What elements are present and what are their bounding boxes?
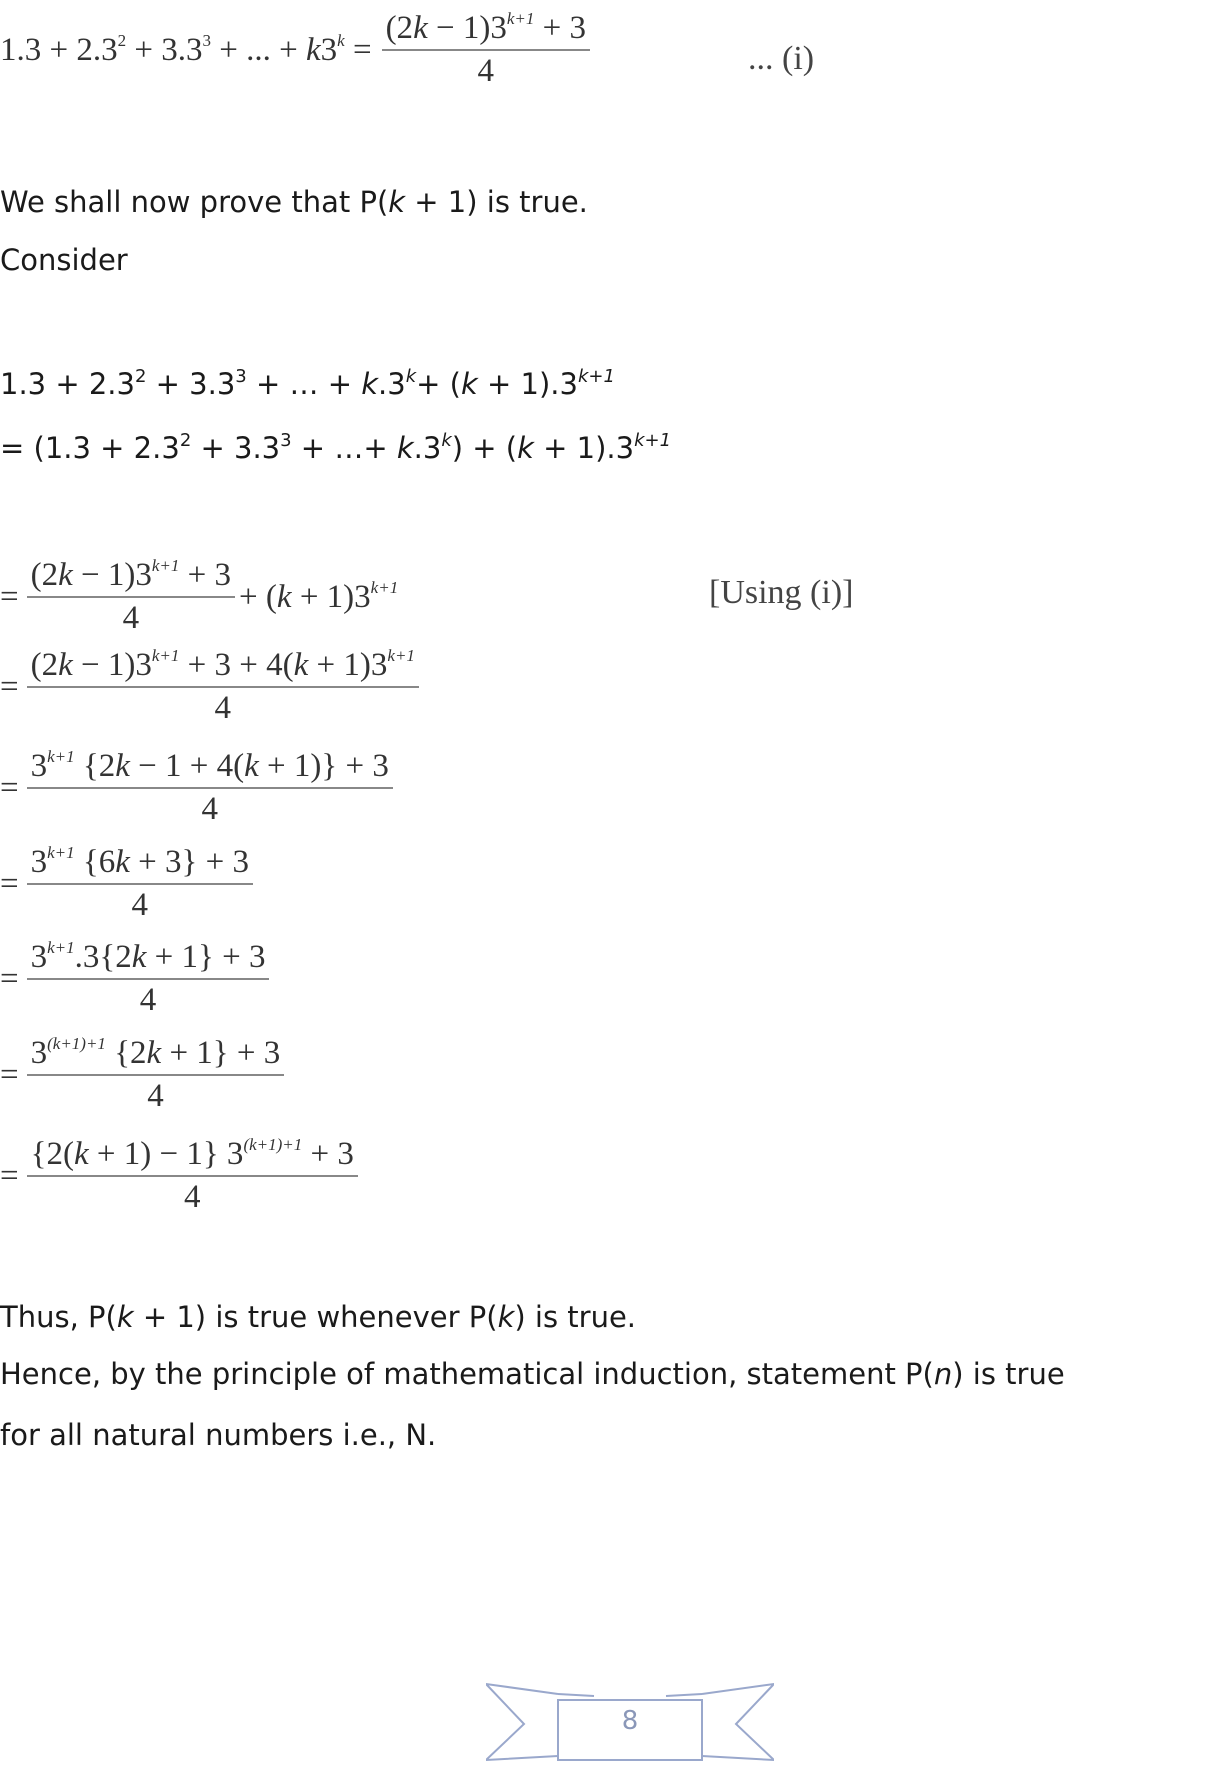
text-segment: 1.3 + 2.3 [0, 31, 118, 68]
equation-tag: ... (i) [748, 40, 815, 77]
text-segment: k [115, 748, 130, 784]
derivation-step [0, 844, 257, 924]
equals-sign: = [0, 1056, 19, 1093]
text-segment: (2 [30, 557, 59, 593]
text-segment: − 1 + 4( [129, 748, 245, 784]
text-segment: + 1} + 3 [161, 1035, 281, 1071]
denominator [478, 51, 495, 90]
text-segment: = [344, 31, 372, 68]
superscript: 2 [134, 366, 147, 387]
page-number-banner [486, 1682, 774, 1762]
text-segment: k [146, 1035, 162, 1071]
text-segment: + 3 [179, 557, 232, 593]
derivation-step [0, 557, 398, 637]
superscript: k+1 [47, 747, 75, 766]
superscript: k+1 [47, 843, 75, 862]
text-segment: k [413, 10, 428, 46]
superscript: 3 [235, 366, 247, 387]
text-segment: − 1)3 [72, 557, 152, 593]
superscript: k+1 [634, 430, 672, 451]
superscript: k+1 [151, 556, 180, 575]
text-segment: for all natural numbers i.e., N. [0, 1418, 437, 1452]
superscript: (k+1)+1 [243, 1135, 303, 1154]
superscript: k+1 [577, 366, 615, 387]
fraction [27, 1136, 358, 1216]
text-segment: (2 [30, 647, 59, 683]
text-segment: + 3 + 4( [179, 647, 294, 683]
page-number: 8 [621, 1706, 639, 1736]
text-segment: + 3 [534, 10, 586, 46]
superscript: k+1 [387, 646, 415, 665]
text-segment: Thus, P( [0, 1300, 117, 1334]
derivation-step [0, 939, 273, 1019]
text-segment: 4 [184, 1179, 201, 1215]
equation-i [0, 10, 594, 90]
fraction [27, 748, 393, 828]
hence-statement [0, 1357, 1065, 1391]
text-segment: k [276, 578, 292, 615]
text-segment: + 3.3 [146, 367, 236, 401]
sum-line-2 [0, 430, 672, 465]
text-segment: ) + ( [451, 431, 518, 465]
denominator [147, 1076, 164, 1115]
text-segment: 4 [131, 887, 149, 923]
text-segment: {2 [105, 1035, 147, 1071]
superscript: k+1 [47, 938, 75, 957]
text-segment: Hence, by the principle of mathematical induction, statement P( [0, 1357, 934, 1391]
text-segment: 3 [30, 748, 48, 784]
superscript: k [441, 430, 452, 451]
text-segment: + 1)} + 3 [258, 748, 389, 784]
superscript: k+1 [151, 646, 180, 665]
superscript: 3 [280, 430, 292, 451]
derivation-step [0, 647, 423, 727]
numerator [27, 1136, 358, 1177]
text-segment: .3{2 [74, 939, 132, 975]
text-segment: + 1} + 3 [146, 939, 266, 975]
text-segment: .3 [378, 367, 406, 401]
text-segment: + 1).3 [477, 367, 578, 401]
superscript: 3 [202, 30, 211, 50]
text-segment: k [244, 748, 259, 784]
text-segment: + ... + [211, 31, 306, 68]
equals-sign: = [0, 960, 19, 997]
superscript: k+1 [506, 9, 535, 28]
numerator [382, 10, 590, 51]
fraction [27, 844, 253, 924]
text-segment: {6 [74, 844, 116, 880]
text-segment: k [116, 1300, 134, 1334]
text-segment: 4 [147, 1078, 164, 1114]
text-segment: = (1.3 + 2.3 [0, 431, 180, 465]
text-segment: .3 [413, 431, 442, 465]
equation-i-fraction [382, 10, 590, 90]
denominator [201, 789, 218, 828]
fraction [27, 647, 419, 727]
denominator [140, 980, 157, 1019]
superscript: k+1 [370, 577, 399, 597]
text-segment: k [131, 939, 147, 975]
text-segment: k [497, 1300, 515, 1334]
text-segment: 1.3 + 2.3 [0, 367, 135, 401]
text-segment: + 1) is true. [405, 185, 588, 219]
denominator [215, 688, 232, 727]
text-segment: + 1) − 1} 3 [88, 1136, 244, 1172]
numerator [27, 844, 253, 885]
text-segment: + ( [239, 578, 277, 615]
thus-statement [0, 1300, 637, 1334]
text-segment: + 1)3 [308, 647, 388, 683]
text-segment: ) is true [952, 1357, 1065, 1391]
text-segment: k [396, 431, 414, 465]
text-segment: 4 [122, 600, 140, 636]
text-segment: We shall now prove that P( [0, 185, 389, 219]
text-segment: k [517, 431, 534, 465]
text-segment: 4 [201, 791, 218, 827]
denominator [184, 1177, 201, 1216]
numerator [27, 1035, 285, 1076]
text-segment: + 3.3 [191, 431, 281, 465]
fraction [27, 1035, 285, 1115]
equals-sign: = [0, 865, 19, 902]
trailing-term [239, 579, 398, 616]
text-segment: + 1)3 [291, 578, 371, 615]
text-segment: Consider [0, 243, 128, 277]
superscript: k [405, 366, 417, 387]
text-segment: {2 [74, 748, 116, 784]
equation-i-lhs [0, 32, 372, 69]
text-segment: 3 [30, 844, 48, 880]
denominator [123, 598, 140, 637]
fraction [27, 939, 270, 1019]
text-segment: 4 [214, 690, 232, 726]
text-segment: − 1)3 [72, 647, 152, 683]
text-segment: k [58, 557, 73, 593]
equals-sign: = [0, 1157, 19, 1194]
superscript: 2 [117, 30, 127, 50]
text-segment: + 3.3 [126, 31, 203, 68]
text-segment: + 1) is true whenever P( [133, 1300, 498, 1334]
text-segment: {2( [30, 1136, 74, 1172]
superscript: 2 [179, 430, 192, 451]
superscript: (k+1)+1 [47, 1034, 106, 1053]
text-segment: k [460, 367, 478, 401]
text-segment: 4 [139, 982, 157, 1018]
text-segment: k [361, 367, 379, 401]
text-segment: − 1)3 [427, 10, 507, 46]
text-segment: + ( [416, 367, 461, 401]
using-note: [Using (i)] [709, 574, 854, 611]
equals-sign: = [0, 578, 19, 615]
text-segment: k [305, 31, 321, 68]
conclusion-statement [0, 1418, 437, 1452]
text-segment: 3 [30, 1035, 48, 1071]
numerator [27, 748, 393, 789]
text-segment: + 3} + 3 [129, 844, 249, 880]
text-segment: k [115, 844, 130, 880]
text-segment: + 1).3 [533, 431, 635, 465]
derivation-step [0, 1136, 362, 1216]
text-segment: n [933, 1357, 953, 1391]
text-segment: k [58, 647, 73, 683]
sum-line-1 [0, 366, 615, 401]
text-segment: k [293, 647, 309, 683]
consider-label [0, 243, 128, 277]
superscript: k [337, 30, 345, 50]
text-segment: ) is true. [514, 1300, 637, 1334]
text-segment: + 3 [302, 1136, 354, 1172]
denominator [132, 885, 149, 924]
text-segment: 3 [320, 31, 338, 68]
numerator [27, 647, 419, 688]
text-segment: 4 [477, 53, 495, 89]
derivation-step [0, 748, 397, 828]
text-segment: + …+ [291, 431, 397, 465]
equals-sign: = [0, 769, 19, 806]
text-segment: k [73, 1136, 89, 1172]
numerator [27, 939, 270, 980]
derivation-step [0, 1035, 288, 1115]
text-segment: 3 [30, 939, 48, 975]
fraction [27, 557, 235, 637]
equals-sign: = [0, 668, 19, 705]
text-segment: (2 [385, 10, 414, 46]
numerator [27, 557, 235, 598]
prove-statement [0, 185, 588, 219]
text-segment: + … + [246, 367, 362, 401]
text-segment: k [388, 185, 406, 219]
